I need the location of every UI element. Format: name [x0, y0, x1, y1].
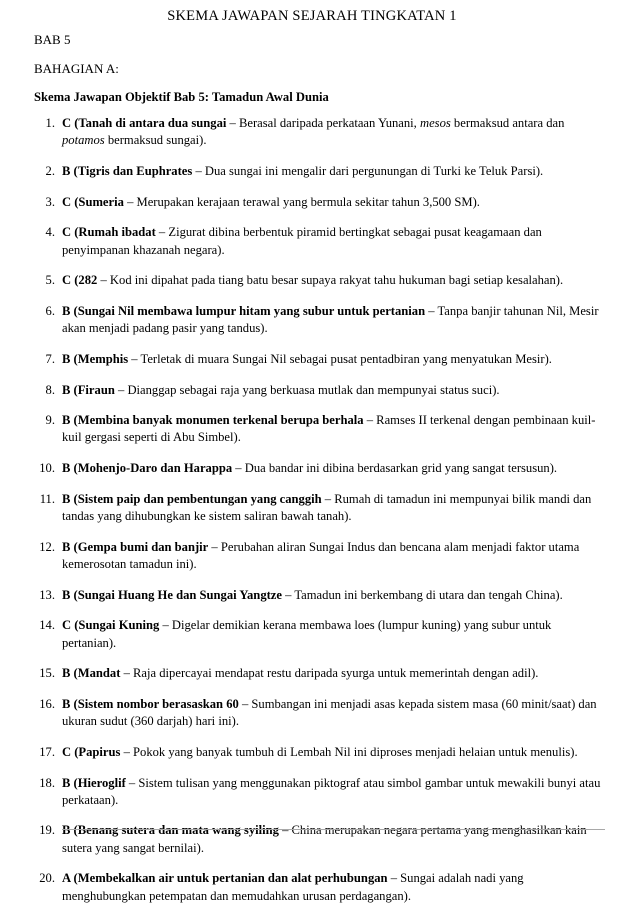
answer-explanation: Sungai adalah nadi yang menghubungkan petempatan dan memudahkan urusan perdagangan). [62, 871, 524, 903]
answer-number: 12. [39, 539, 55, 554]
answer-key: B (Sungai Huang He dan Sungai Yangtze [62, 587, 282, 602]
answer-item [34, 351, 606, 368]
answer-explanation: Raja dipercayai mendapat restu daripada syurga untuk memerintah dengan adil). [133, 666, 539, 681]
answer-dash: – [321, 491, 335, 506]
answer-body [62, 587, 606, 604]
answer-key: C (Tanah di antara dua sungai [62, 116, 227, 130]
answer-item [34, 194, 606, 211]
answer-body [62, 775, 606, 809]
answer-list [34, 115, 606, 905]
answer-key: B (Sistem paip dan pembentungan yang canggih [62, 491, 322, 506]
answer-body [62, 822, 606, 856]
answer-dash: – [159, 618, 172, 633]
answer-dash: – [125, 775, 139, 790]
answer-number: 7. [45, 351, 55, 366]
answer-body [62, 163, 606, 180]
answer-number: 3. [45, 194, 55, 209]
answer-dash: – [208, 539, 221, 554]
answer-explanation: Merupakan kerajaan terawal yang bermula sekitar tahun 3,500 SM). [136, 194, 480, 209]
answer-key: C (Papirus [62, 744, 121, 759]
answer-explanation: Perubahan aliran Sungai Indus dan bencana alam menjadi faktor utama kemerosotan tamadun ini). [62, 539, 580, 571]
answer-number: 5. [45, 273, 55, 288]
answer-body [62, 491, 606, 525]
answer-key: C (Sungai Kuning [62, 618, 160, 633]
answer-key: B (Gempa bumi dan banjir [62, 539, 209, 554]
answer-item [34, 303, 606, 337]
answer-body [62, 744, 606, 761]
answer-dash: – [155, 225, 169, 240]
answer-item [34, 272, 606, 289]
answer-dash: – [387, 871, 401, 886]
answer-number: 8. [45, 382, 55, 397]
answer-item [34, 224, 606, 258]
answer-dash: – [238, 696, 252, 711]
answer-dash: – [226, 116, 239, 130]
answer-number: 2. [45, 163, 55, 178]
answer-item [34, 587, 606, 604]
answer-body [62, 194, 606, 211]
answer-key: B (Benang sutera dan mata wang syiling [62, 823, 279, 838]
answer-explanation: Terletak di muara Sungai Nil sebagai pusat pentadbiran yang menyatukan Mesir). [140, 351, 552, 366]
answer-number: 1. [45, 116, 55, 130]
answer-key: C (Sumeria [62, 194, 124, 209]
answer-item [34, 163, 606, 180]
answer-explanation: Pokok yang banyak tumbuh di Lembah Nil ini diproses menjadi helaian untuk menulis). [133, 744, 578, 759]
answer-item [34, 665, 606, 682]
answer-dash: – [97, 273, 110, 288]
document-title: SKEMA JAWAPAN SEJARAH TINGKATAN 1 [167, 8, 457, 24]
answer-body [62, 539, 606, 573]
answer-number: 14. [39, 618, 55, 633]
answer-dash: – [363, 413, 377, 428]
answer-number: 16. [39, 696, 55, 711]
answer-body [62, 460, 606, 477]
answer-item [34, 491, 606, 525]
footer-divider [62, 829, 605, 830]
answer-body [62, 412, 606, 446]
answer-number: 10. [39, 461, 55, 476]
answer-item [34, 744, 606, 761]
answer-body [62, 224, 606, 258]
answer-number: 15. [39, 666, 55, 681]
answer-dash: – [114, 382, 128, 397]
answer-item [34, 539, 606, 573]
answer-explanation: China merupakan negara pertama yang menghasilkan kain sutera yang sangat bernilai). [62, 823, 587, 855]
answer-key: C (282 [62, 273, 98, 288]
answer-number: 6. [45, 303, 55, 318]
answer-dash: – [232, 461, 245, 476]
answer-number: 18. [39, 775, 55, 790]
answer-explanation: Dua bandar ini dibina berdasarkan grid yang sangat tersusun). [244, 461, 558, 476]
answer-explanation: Kod ini dipahat pada tiang batu besar supaya rakyat tahu hukuman bagi setiap kesalahan). [109, 273, 564, 288]
answer-number: 13. [39, 587, 55, 602]
answer-dash: – [123, 194, 137, 209]
answer-explanation: Dianggap sebagai raja yang berkuasa mutlak dan mempunyai status suci). [127, 382, 500, 397]
answer-explanation: Tanpa banjir tahunan Nil, Mesir akan menjadi padang pasir yang tandus). [62, 303, 599, 336]
answer-explanation-part: bermaksud antara dan [450, 116, 565, 130]
answer-number: 20. [39, 871, 55, 886]
answer-explanation: Sumbangan ini menjadi asas kepada sistem masa (60 minit/saat) dan ukuran sudut (360 darjah) hari ini). [62, 696, 597, 729]
answer-item [34, 115, 606, 149]
answer-number: 11. [39, 491, 55, 506]
answer-item [34, 460, 606, 477]
answer-body [62, 351, 606, 368]
chapter-label: BAB 5 [34, 32, 71, 47]
answer-body [62, 617, 606, 651]
answer-key: B (Membina banyak monumen terkenal berupa berhala [62, 413, 364, 428]
answer-item [34, 696, 606, 730]
answer-key: B (Firaun [62, 382, 115, 397]
answer-explanation: Zigurat dibina berbentuk piramid bertingkat sebagai pusat keagamaan dan penyimpanan khazanah negara). [62, 225, 542, 257]
answer-item [34, 382, 606, 399]
answer-key: A (Membekalkan air untuk pertanian dan alat perhubungan [62, 871, 388, 886]
answer-number: 19. [39, 823, 55, 838]
answer-key: B (Mohenjo-Daro dan Harappa [62, 461, 233, 476]
answer-body [62, 382, 606, 399]
answer-key: C (Rumah ibadat [62, 225, 156, 240]
answer-explanation-part: Berasal daripada perkataan Yunani, [238, 116, 420, 130]
answer-dash: – [120, 666, 134, 681]
answer-number: 4. [45, 225, 55, 240]
answer-explanation: Rumah di tamadun ini mempunyai bilik mandi dan tandas yang dihubungkan ke sistem saliran bawah tanah). [62, 491, 592, 524]
answer-key: B (Sungai Nil membawa lumpur hitam yang subur untuk pertanian [62, 303, 426, 318]
answer-dash: – [128, 351, 141, 366]
section-label: BAHAGIAN A: [34, 61, 119, 76]
answer-body [62, 272, 606, 289]
answer-key: B (Sistem nombor berasaskan 60 [62, 696, 239, 711]
answer-key: B (Memphis [62, 351, 129, 366]
answer-item [34, 822, 606, 856]
answer-explanation: Tamadun ini berkembang di utara dan tengah China). [294, 587, 563, 602]
answer-key: B (Hieroglif [62, 775, 126, 790]
answer-dash: – [281, 587, 295, 602]
answer-body [62, 665, 606, 682]
answer-body [62, 870, 606, 904]
answer-dash: – [278, 823, 292, 838]
answer-italic-term: mesos [419, 116, 451, 130]
answer-explanation: Ramses II terkenal dengan pembinaan kuil-kuil gergasi seperti di Abu Simbel). [62, 413, 596, 445]
answer-key: B (Tigris dan Euphrates [62, 163, 193, 178]
section-heading: Skema Jawapan Objektif Bab 5: Tamadun Awal Dunia [34, 90, 329, 104]
answer-body [62, 303, 606, 337]
answer-number: 9. [45, 413, 55, 428]
answer-key: B (Mandat [62, 666, 121, 681]
answer-number: 17. [39, 744, 55, 759]
answer-item [34, 870, 606, 904]
answer-explanation: Digelar demikian kerana membawa loes (lumpur kuning) yang subur untuk pertanian). [62, 618, 552, 650]
answer-dash: – [425, 303, 438, 318]
answer-item [34, 412, 606, 446]
answer-italic-term: potamos [62, 133, 105, 148]
answer-body [62, 696, 606, 730]
answer-item [34, 775, 606, 809]
answer-body [62, 115, 606, 149]
answer-item [34, 617, 606, 651]
answer-dash: – [120, 744, 134, 759]
answer-explanation-part: bermaksud sungai). [104, 133, 207, 148]
answer-explanation: Dua sungai ini mengalir dari pergunungan di Turki ke Teluk Parsi). [204, 163, 544, 178]
answer-explanation: Sistem tulisan yang menggunakan piktograf atau simbol gambar untuk mewakili bunyi atau perkataan). [62, 775, 601, 807]
answer-dash: – [192, 163, 205, 178]
